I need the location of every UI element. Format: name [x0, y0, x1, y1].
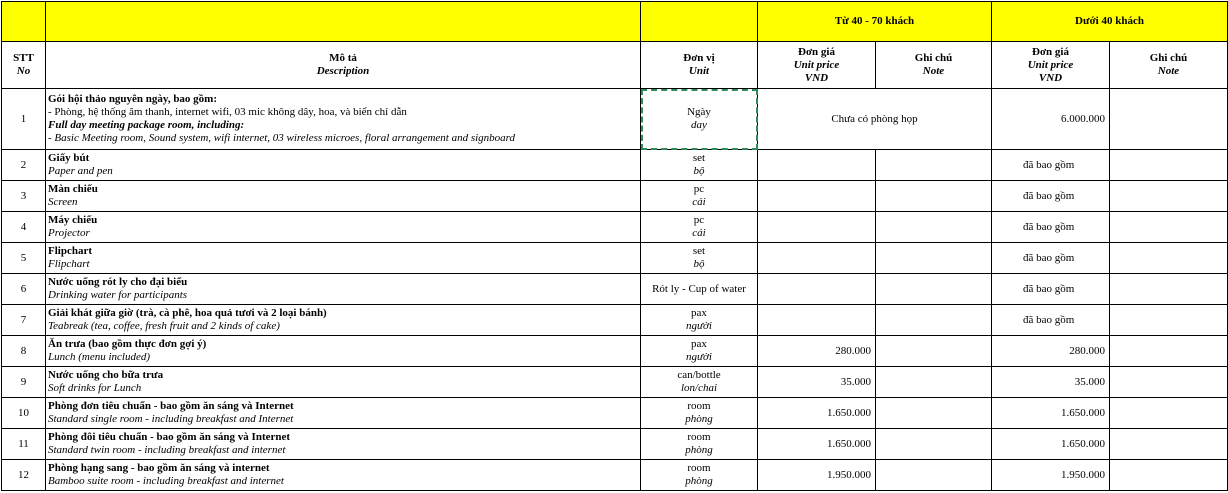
description-cell[interactable] [46, 460, 641, 491]
unit-cell[interactable] [641, 181, 758, 212]
unit-top: Rót ly - Cup of water [652, 282, 746, 295]
table-row [2, 398, 1228, 429]
header-stt-vi: STT [13, 52, 34, 64]
g1-price[interactable] [758, 305, 876, 336]
table-row [2, 367, 1228, 398]
item-name-en: Drinking water for participants [48, 289, 188, 301]
row-number[interactable]: 3 [2, 181, 46, 212]
package-title-vi: Gói hội thảo nguyên ngày, bao gồm: [48, 93, 218, 105]
unit-bottom: phòng [685, 475, 713, 487]
g2-price[interactable]: đã bao gồm [992, 150, 1110, 181]
header-note-en: Note [922, 65, 945, 77]
column-header-row [2, 42, 1228, 89]
description-cell[interactable] [46, 89, 641, 150]
unit-cell[interactable] [641, 460, 758, 491]
g1-price[interactable]: 1.950.000 [758, 460, 876, 491]
g2-note[interactable] [1110, 243, 1228, 274]
description-cell[interactable] [46, 367, 641, 398]
g1-price[interactable]: 1.650.000 [758, 398, 876, 429]
row-number[interactable]: 1 [2, 89, 46, 150]
item-name-en: Soft drinks for Lunch [48, 382, 142, 394]
description-cell[interactable] [46, 398, 641, 429]
g2-price[interactable]: 1.950.000 [992, 460, 1110, 491]
item-name-en: Flipchart [48, 258, 90, 270]
unit-en: day [691, 119, 707, 131]
table-row [2, 336, 1228, 367]
unit-bottom: bộ [693, 258, 705, 270]
header-note-g2[interactable] [1110, 42, 1228, 89]
item-name-en: Teabreak (tea, coffee, fresh fruit and 2 kinds of cake) [48, 320, 280, 332]
g1-note[interactable] [876, 429, 992, 460]
row-number[interactable]: 4 [2, 212, 46, 243]
g2-note[interactable] [1110, 336, 1228, 367]
g1-price[interactable] [758, 181, 876, 212]
price-table [1, 1, 1228, 491]
item-name-en: Standard single room - including breakfast and Internet [48, 413, 294, 425]
item-name-vi: Ăn trưa (bao gồm thực đơn gợi ý) [48, 338, 207, 350]
g1-note[interactable] [876, 212, 992, 243]
table-row [2, 89, 1228, 150]
g2-note[interactable] [1110, 398, 1228, 429]
unit-top: pax [691, 338, 707, 350]
item-name-en: Paper and pen [48, 165, 113, 177]
row-number[interactable]: 6 [2, 274, 46, 305]
row-number[interactable]: 7 [2, 305, 46, 336]
unit-cell[interactable] [641, 243, 758, 274]
header-price-cur: VND [804, 71, 829, 84]
row-number[interactable]: 2 [2, 150, 46, 181]
group-header-row [2, 2, 1228, 42]
item-name-en: Standard twin room - including breakfast and internet [48, 444, 286, 456]
header-unit[interactable] [641, 42, 758, 89]
g2-price[interactable]: 1.650.000 [992, 398, 1110, 429]
unit-top: set [692, 152, 706, 164]
header-price-cur: VND [1038, 71, 1063, 84]
g1-price[interactable]: 35.000 [758, 367, 876, 398]
header-unit-en: Unit [688, 65, 710, 77]
item-name-vi: Giải khát giữa giờ (trà, cà phê, hoa quả tươi và 2 loại bánh) [48, 307, 327, 319]
unit-top: set [692, 245, 706, 257]
g1-note[interactable] [876, 460, 992, 491]
g1-note[interactable] [876, 274, 992, 305]
g1-price[interactable] [758, 243, 876, 274]
item-name-vi: Nước uống cho bữa trưa [48, 369, 164, 381]
table-row [2, 274, 1228, 305]
header-desc-vi: Mô tả [329, 52, 357, 64]
package-detail-vi: - Phòng, hệ thống âm thanh, internet wifi, 03 mic không dây, hoa, và biển chỉ dẫn [48, 106, 407, 118]
g2-price[interactable]: 6.000.000 [992, 89, 1110, 150]
g1-note[interactable] [876, 150, 992, 181]
g2-note[interactable] [1110, 305, 1228, 336]
table-row [2, 429, 1228, 460]
unit-cell[interactable] [641, 305, 758, 336]
unit-top: pc [693, 183, 705, 195]
unit-top: room [687, 462, 711, 474]
item-name-vi: Phòng đôi tiêu chuẩn - bao gồm ăn sáng và Internet [48, 431, 291, 443]
unit-cell[interactable] [641, 429, 758, 460]
header-price-g1[interactable] [758, 42, 876, 89]
header-unit-vi: Đơn vị [683, 52, 715, 64]
unit-bottom: lon/chai [680, 382, 718, 394]
g2-price[interactable]: đã bao gồm [992, 274, 1110, 305]
group-header-under-40[interactable]: Dưới 40 khách [992, 2, 1228, 42]
package-title-en: Full day meeting package room, including: [48, 119, 245, 131]
header-stt-en: No [16, 65, 31, 77]
g2-price[interactable]: 280.000 [992, 336, 1110, 367]
item-name-vi: Flipchart [48, 245, 92, 257]
description-cell[interactable] [46, 150, 641, 181]
g1-price[interactable] [758, 274, 876, 305]
table-row [2, 150, 1228, 181]
unit-cell[interactable] [641, 212, 758, 243]
g1-price[interactable] [758, 150, 876, 181]
unit-cell[interactable] [641, 274, 758, 305]
header-note-vi: Ghi chú [914, 52, 953, 64]
unit-top: room [687, 431, 711, 443]
package-detail-en: - Basic Meeting room, Sound system, wifi internet, 03 wireless microes, floral arrangement and signboard [48, 132, 516, 144]
item-name-en: Lunch (menu included) [48, 351, 151, 363]
row-number[interactable]: 10 [2, 398, 46, 429]
row-number[interactable]: 11 [2, 429, 46, 460]
header-desc-en: Description [316, 65, 370, 77]
row-number[interactable]: 8 [2, 336, 46, 367]
item-name-vi: Máy chiếu [48, 214, 98, 226]
g1-price[interactable] [758, 212, 876, 243]
description-cell[interactable] [46, 336, 641, 367]
g1-note[interactable] [876, 243, 992, 274]
header-note-en: Note [1157, 65, 1180, 77]
unit-top: pax [691, 307, 707, 319]
g2-note[interactable] [1110, 89, 1228, 150]
g1-note[interactable] [876, 305, 992, 336]
g2-note[interactable] [1110, 367, 1228, 398]
header-note-g1[interactable] [876, 42, 992, 89]
description-cell[interactable] [46, 274, 641, 305]
unit-bottom: phòng [685, 444, 713, 456]
unit-cell[interactable] [641, 336, 758, 367]
description-cell[interactable] [46, 305, 641, 336]
header-price-en: Unit price [793, 58, 840, 71]
table-row [2, 460, 1228, 491]
description-cell[interactable] [46, 429, 641, 460]
header-price-en: Unit price [1027, 58, 1074, 71]
cell-empty[interactable] [2, 2, 46, 42]
header-price-vi: Đơn giá [798, 45, 835, 58]
description-cell[interactable] [46, 243, 641, 274]
unit-top: can/bottle [677, 369, 721, 381]
item-name-en: Projector [48, 227, 90, 239]
table-row [2, 212, 1228, 243]
g2-price[interactable]: đã bao gồm [992, 181, 1110, 212]
unit-cell[interactable] [641, 398, 758, 429]
g2-price[interactable]: đã bao gồm [992, 212, 1110, 243]
header-stt[interactable] [2, 42, 46, 89]
description-cell[interactable] [46, 212, 641, 243]
g2-price[interactable]: đã bao gồm [992, 243, 1110, 274]
unit-bottom: bộ [693, 165, 705, 177]
g1-note[interactable] [876, 181, 992, 212]
unit-top: pc [693, 214, 705, 226]
unit-cell-selected[interactable] [641, 89, 758, 150]
item-name-vi: Phòng hạng sang - bao gồm ăn sáng và internet [48, 462, 270, 474]
header-price-g2[interactable] [992, 42, 1110, 89]
row-number[interactable]: 5 [2, 243, 46, 274]
g2-note[interactable] [1110, 181, 1228, 212]
description-cell[interactable] [46, 181, 641, 212]
unit-vi: Ngày [687, 106, 711, 118]
cell-empty[interactable] [641, 2, 758, 42]
g2-note[interactable] [1110, 150, 1228, 181]
unit-top: room [687, 400, 711, 412]
g1-price[interactable]: 1.650.000 [758, 429, 876, 460]
item-name-en: Bamboo suite room - including breakfast and internet [48, 475, 284, 487]
g2-note[interactable] [1110, 274, 1228, 305]
unit-bottom: người [686, 351, 712, 363]
g1-price[interactable]: 280.000 [758, 336, 876, 367]
g1-note[interactable] [876, 398, 992, 429]
item-name-vi: Phòng đơn tiêu chuẩn - bao gồm ăn sáng và Internet [48, 400, 294, 412]
g1-note[interactable] [876, 336, 992, 367]
item-name-vi: Giấy bút [48, 152, 90, 164]
row-number[interactable]: 9 [2, 367, 46, 398]
g2-note[interactable] [1110, 460, 1228, 491]
row-number[interactable]: 12 [2, 460, 46, 491]
g2-price[interactable]: đã bao gồm [992, 305, 1110, 336]
unit-bottom: phòng [685, 413, 713, 425]
unit-bottom: cái [692, 227, 706, 239]
g2-note[interactable] [1110, 429, 1228, 460]
group-header-40-70[interactable]: Từ 40 - 70 khách [758, 2, 992, 42]
header-description[interactable] [46, 42, 641, 89]
table-row [2, 305, 1228, 336]
g2-price[interactable]: 35.000 [992, 367, 1110, 398]
cell-empty[interactable] [46, 2, 641, 42]
table-row [2, 181, 1228, 212]
item-name-vi: Nước uống rót ly cho đại biểu [48, 276, 188, 288]
table-row [2, 243, 1228, 274]
g1-note[interactable] [876, 367, 992, 398]
header-price-vi: Đơn giá [1032, 45, 1069, 58]
header-note-vi: Ghi chú [1149, 52, 1188, 64]
unit-bottom: cái [692, 196, 706, 208]
g2-note[interactable] [1110, 212, 1228, 243]
item-name-vi: Màn chiếu [48, 183, 98, 195]
g2-price[interactable]: 1.650.000 [992, 429, 1110, 460]
unit-bottom: người [686, 320, 712, 332]
g1-merged-note[interactable]: Chưa có phòng họp [758, 89, 992, 150]
unit-cell[interactable] [641, 367, 758, 398]
unit-cell[interactable] [641, 150, 758, 181]
item-name-en: Screen [48, 196, 78, 208]
